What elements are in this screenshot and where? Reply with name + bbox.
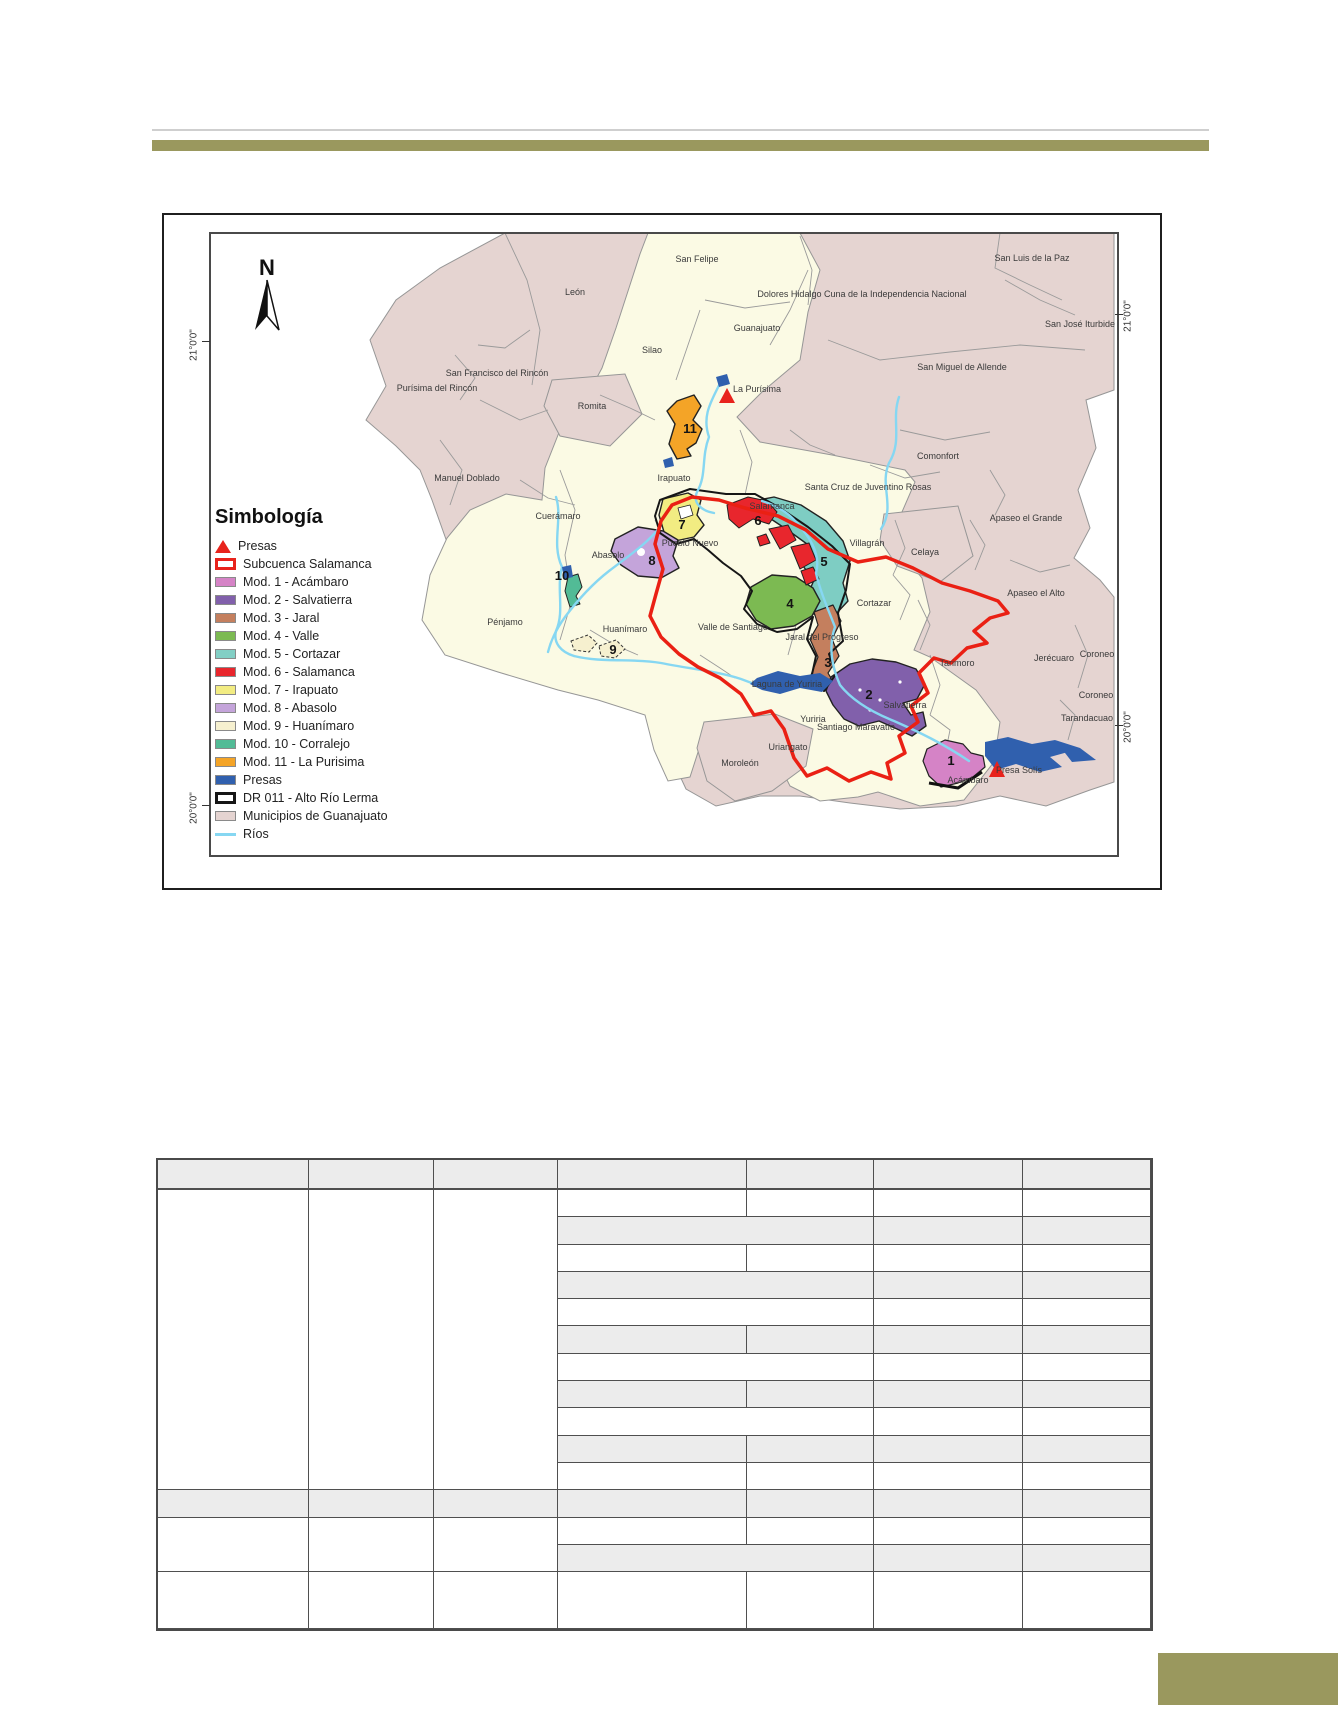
legend-item xyxy=(215,699,430,717)
legend-item xyxy=(215,681,430,699)
legend-item-label: Ríos xyxy=(243,827,269,841)
table-cell xyxy=(158,1190,309,1490)
legend-item xyxy=(215,537,430,555)
place-label: San José Iturbide xyxy=(1044,319,1115,329)
table-cell xyxy=(874,1381,1023,1408)
tick-left-21 xyxy=(202,341,210,342)
legend-swatch-icon xyxy=(215,811,236,821)
place-label: Silao xyxy=(641,345,663,355)
place-label: Yuriria xyxy=(800,714,826,724)
table-cell xyxy=(874,1272,1023,1299)
legend-swatch-icon xyxy=(215,833,236,836)
legend-item xyxy=(215,573,430,591)
table-header-cell xyxy=(558,1160,747,1190)
table-cell xyxy=(158,1572,309,1629)
legend-item xyxy=(215,663,430,681)
place-label: Cuerámaro xyxy=(535,511,581,521)
place-label: León xyxy=(564,287,586,297)
place-label: Tarandacuao xyxy=(1060,713,1114,723)
module-number: 4 xyxy=(786,596,794,611)
table-cell xyxy=(434,1490,558,1517)
table-header-cell xyxy=(309,1160,434,1190)
legend-item-label: Mod. 7 - Irapuato xyxy=(243,683,339,697)
module-number: 1 xyxy=(947,753,955,768)
legend-item xyxy=(215,807,430,825)
place-label: Coroneo xyxy=(1078,690,1114,700)
table-cell xyxy=(1023,1272,1151,1299)
place-label: Santiago Maravatío xyxy=(816,722,896,732)
coord-label: 20°0'0" xyxy=(1122,711,1134,743)
table-cell xyxy=(1023,1436,1151,1463)
table-header-cell xyxy=(158,1160,309,1190)
table-cell xyxy=(309,1490,434,1517)
legend-swatch-icon xyxy=(215,540,231,553)
module-number: 7 xyxy=(678,517,686,532)
table-cell xyxy=(1023,1572,1151,1629)
legend-item-label: Mod. 11 - La Purisima xyxy=(243,755,365,769)
legend-item-label: Mod. 5 - Cortazar xyxy=(243,647,341,661)
table-cell xyxy=(874,1299,1023,1326)
place-label: Valle de Santiago xyxy=(698,622,768,632)
place-label: Dolores Hidalgo Cuna de la Independencia Nacional xyxy=(757,289,967,299)
place-label: Salamanca xyxy=(749,501,795,511)
table-header-cell xyxy=(434,1160,558,1190)
table-cell xyxy=(158,1518,309,1573)
legend-item-label: Presas xyxy=(238,539,277,553)
module-number: 9 xyxy=(609,642,617,657)
table-cell xyxy=(1023,1245,1151,1272)
table-cell xyxy=(558,1545,874,1572)
place-label: Villagrán xyxy=(849,538,885,548)
legend-item-label: Mod. 9 - Huanímaro xyxy=(243,719,355,733)
place-label: Purísima del Rincón xyxy=(396,383,478,393)
table-cell xyxy=(874,1545,1023,1572)
table-cell xyxy=(874,1245,1023,1272)
place-label: Santa Cruz de Juventino Rosas xyxy=(804,482,932,492)
table-cell xyxy=(434,1190,558,1490)
legend-items xyxy=(215,537,430,843)
place-label: Laguna de Yuriria xyxy=(751,679,823,689)
legend-item xyxy=(215,627,430,645)
table-cell xyxy=(747,1381,874,1408)
table-cell xyxy=(1023,1490,1151,1517)
table-cell xyxy=(1023,1545,1151,1572)
place-label: San Francisco del Rincón xyxy=(445,368,549,378)
legend-swatch-icon xyxy=(215,558,236,570)
table-cell xyxy=(874,1354,1023,1381)
legend-swatch-icon xyxy=(215,685,236,695)
place-label: Guanajuato xyxy=(733,323,781,333)
legend-item xyxy=(215,825,430,843)
coord-label: 20°0'0" xyxy=(188,792,200,824)
place-label: San Luis de la Paz xyxy=(994,253,1070,263)
module-number: 2 xyxy=(865,687,873,702)
table-cell xyxy=(874,1190,1023,1217)
legend-item xyxy=(215,753,430,771)
table-cell xyxy=(874,1518,1023,1545)
table-cell xyxy=(558,1518,747,1545)
table-cell xyxy=(558,1463,747,1490)
place-label: Apaseo el Grande xyxy=(989,513,1063,523)
table-cell xyxy=(558,1217,874,1244)
place-label: La Purísima xyxy=(732,384,782,394)
table-cell xyxy=(309,1190,434,1490)
place-label: Irapuato xyxy=(657,473,691,483)
table-cell xyxy=(747,1436,874,1463)
table-cell xyxy=(558,1436,747,1463)
table-cell xyxy=(558,1190,747,1217)
place-label: Jerécuaro xyxy=(1033,653,1075,663)
legend-item-label: Mod. 3 - Jaral xyxy=(243,611,320,625)
legend-item-label: Mod. 8 - Abasolo xyxy=(243,701,337,715)
table-cell xyxy=(747,1326,874,1353)
table-cell xyxy=(747,1572,874,1629)
legend-swatch-icon xyxy=(215,721,236,731)
module-number: 10 xyxy=(554,568,570,583)
table-cell xyxy=(309,1518,434,1573)
legend-swatch-icon xyxy=(215,649,236,659)
table-cell xyxy=(558,1299,874,1326)
place-label: Romita xyxy=(577,401,607,411)
legend-item xyxy=(215,789,430,807)
table-cell xyxy=(434,1572,558,1629)
table-cell xyxy=(558,1408,874,1435)
place-label: Celaya xyxy=(910,547,940,557)
legend-swatch-icon xyxy=(215,577,236,587)
legend-swatch-icon xyxy=(215,739,236,749)
legend-item-label: DR 011 - Alto Río Lerma xyxy=(243,791,379,805)
legend-item xyxy=(215,771,430,789)
legend-item-label: Subcuenca Salamanca xyxy=(243,557,372,571)
place-label: Huanímaro xyxy=(602,624,648,634)
table-cell xyxy=(747,1463,874,1490)
table-cell xyxy=(874,1326,1023,1353)
place-label: San Felipe xyxy=(675,254,719,264)
table-cell xyxy=(434,1518,558,1573)
table-header-cell xyxy=(874,1160,1023,1190)
legend-item xyxy=(215,609,430,627)
table-cell xyxy=(1023,1518,1151,1545)
place-label: Salvatierra xyxy=(883,700,927,710)
table-cell xyxy=(558,1572,747,1629)
table-cell xyxy=(309,1572,434,1629)
legend-item xyxy=(215,555,430,573)
table-cell xyxy=(1023,1381,1151,1408)
place-label: Pueblo Nuevo xyxy=(661,538,719,548)
legend-item-label: Mod. 6 - Salamanca xyxy=(243,665,355,679)
table-cell xyxy=(747,1190,874,1217)
legend-item-label: Mod. 2 - Salvatierra xyxy=(243,593,353,607)
legend-swatch-icon xyxy=(215,792,236,804)
legend-swatch-icon xyxy=(215,613,236,623)
map-legend xyxy=(215,506,430,843)
table-cell xyxy=(558,1354,874,1381)
place-label: Uriangato xyxy=(768,742,808,752)
table-cell xyxy=(1023,1463,1151,1490)
legend-item xyxy=(215,717,430,735)
legend-swatch-icon xyxy=(215,775,236,785)
table-cell xyxy=(158,1490,309,1517)
module-number: 3 xyxy=(824,655,832,670)
table-cell xyxy=(1023,1217,1151,1244)
north-label: N xyxy=(259,255,275,280)
legend-title: Simbología xyxy=(215,506,323,528)
legend-swatch-icon xyxy=(215,595,236,605)
table-header-cell xyxy=(747,1160,874,1190)
legend-item xyxy=(215,591,430,609)
legend-swatch-icon xyxy=(215,667,236,677)
place-label: Coroneo xyxy=(1079,649,1115,659)
tick-left-20 xyxy=(202,805,210,806)
table-cell xyxy=(747,1518,874,1545)
place-label: Acámbaro xyxy=(947,775,989,785)
legend-item-label: Mod. 4 - Valle xyxy=(243,629,320,643)
footer-accent-block xyxy=(1158,1653,1338,1705)
table-cell xyxy=(874,1490,1023,1517)
table-cell xyxy=(874,1217,1023,1244)
top-accent-bar xyxy=(152,140,1209,151)
place-label: Abasolo xyxy=(591,550,625,560)
place-label: Comonfort xyxy=(916,451,960,461)
coord-label: 21°0'0" xyxy=(188,329,200,361)
module-number: 8 xyxy=(648,553,656,568)
table-cell xyxy=(558,1326,747,1353)
table-cell xyxy=(1023,1190,1151,1217)
legend-item-label: Mod. 10 - Corralejo xyxy=(243,737,350,751)
place-label: Presa Solís xyxy=(995,765,1043,775)
legend-swatch-icon xyxy=(215,757,236,767)
table-cell xyxy=(558,1490,747,1517)
place-label: Pénjamo xyxy=(487,617,523,627)
table-cell xyxy=(747,1490,874,1517)
place-label: San Miguel de Allende xyxy=(917,362,1007,372)
module-number: 5 xyxy=(820,554,828,569)
legend-item xyxy=(215,645,430,663)
place-label: Manuel Doblado xyxy=(434,473,500,483)
table-header-cell xyxy=(1023,1160,1151,1190)
legend-item-label: Presas xyxy=(243,773,282,787)
table-cell xyxy=(558,1245,747,1272)
table-cell xyxy=(874,1463,1023,1490)
table-cell xyxy=(874,1436,1023,1463)
legend-item xyxy=(215,735,430,753)
table-cell xyxy=(874,1408,1023,1435)
module-number: 11 xyxy=(683,421,697,436)
data-table xyxy=(156,1158,1153,1631)
legend-item-label: Municipios de Guanajuato xyxy=(243,809,388,823)
coord-label: 21°0'0" xyxy=(1122,300,1134,332)
place-label: Moroleón xyxy=(721,758,759,768)
legend-swatch-icon xyxy=(215,631,236,641)
table-cell xyxy=(558,1381,747,1408)
table-cell xyxy=(1023,1326,1151,1353)
place-label: Tarimoro xyxy=(939,658,975,668)
table-cell xyxy=(558,1272,874,1299)
legend-swatch-icon xyxy=(215,703,236,713)
place-label: Apaseo el Alto xyxy=(1007,588,1065,598)
table-cell xyxy=(1023,1299,1151,1326)
legend-item-label: Mod. 1 - Acámbaro xyxy=(243,575,349,589)
place-label: Jaral del Progreso xyxy=(785,632,859,642)
place-label: Cortazar xyxy=(856,598,892,608)
top-hairline xyxy=(152,129,1209,131)
table-cell xyxy=(874,1572,1023,1629)
table-cell xyxy=(747,1245,874,1272)
table-cell xyxy=(1023,1408,1151,1435)
table-cell xyxy=(1023,1354,1151,1381)
module-number: 6 xyxy=(754,513,762,528)
